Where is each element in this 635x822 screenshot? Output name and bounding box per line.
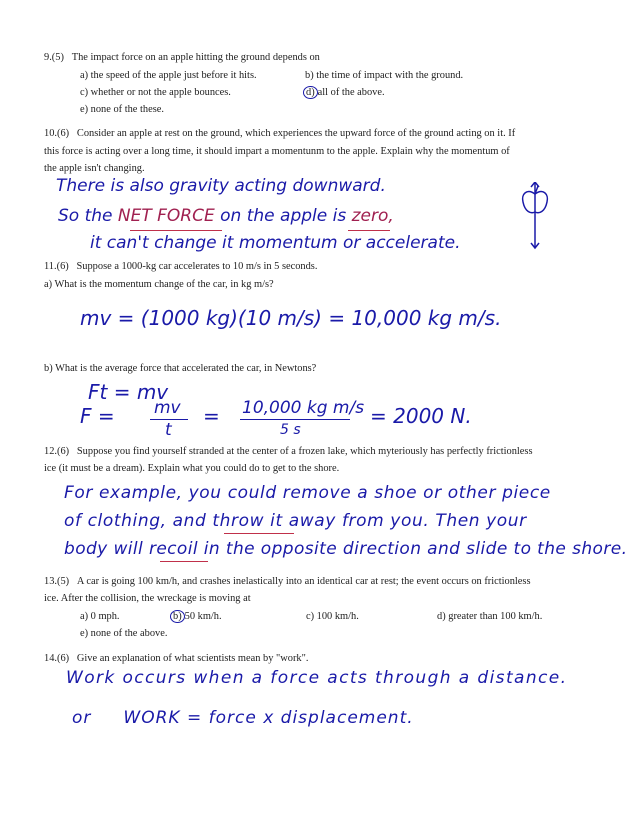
q13-option-a: a) 0 mph. <box>80 611 120 622</box>
q12-answer-line3: body will recoil in the opposite direction and slide to the shore. <box>64 539 628 559</box>
q14-prompt: 14.(6) Give an explanation of what scientists mean by "work". <box>44 653 309 664</box>
q9-selected-circle: d) <box>303 86 318 99</box>
q13-prompt-line1: 13.(5) A car is going 100 km/h, and crashes inelastically into an identical car at rest; the event occurs on frictionless <box>44 576 531 587</box>
q10-prompt-line2: this force is acting over a long time, it should impart a momentunm to the apple. Explain why the momentum of <box>44 146 510 157</box>
q11-answer-b-numerator: mv <box>154 398 181 418</box>
q9-prompt: 9.(5) The impact force on an apple hitting the ground depends on <box>44 52 320 63</box>
net-force-term: NET FORCE <box>117 206 215 226</box>
q14-number: 14.(6) <box>44 653 70 664</box>
q12-prompt-line1: 12.(6) Suppose you find yourself stranded at the center of a frozen lake, which myteriously has perfectly frictionless <box>44 446 533 457</box>
q9-option-a: a) the speed of the apple just before it hits. <box>80 70 257 81</box>
q9-option-b: b) the time of impact with the ground. <box>305 70 464 81</box>
q11-answer-b-result: = 2000 N. <box>370 404 472 428</box>
q11-number: 11.(6) <box>44 261 69 272</box>
q14-answer-line1: Work occurs when a force acts through a distance. <box>66 668 568 688</box>
q11-answer-a: mv = (1000 kg)(10 m/s) = 10,000 kg m/s. <box>80 306 502 330</box>
q11-answer-b-denominator2: 5 s <box>280 422 301 438</box>
recoil-term: recoil <box>148 539 198 559</box>
q11-answer-b-equals: = <box>203 404 220 428</box>
q10-answer-line2: So the NET FORCE on the apple is zero, <box>58 206 394 226</box>
throw-it-term: throw it <box>212 511 283 531</box>
q11-answer-b-lhs: F = <box>80 404 115 428</box>
throw-it-underline <box>224 533 294 534</box>
q10-prompt-line3: the apple isn't changing. <box>44 163 145 174</box>
q9-number: 9.(5) <box>44 52 64 63</box>
q10-prompt-line1: 10.(6) Consider an apple at rest on the ground, which experiences the upward force of the ground acting on it. If <box>44 128 516 139</box>
net-force-underline <box>130 230 222 231</box>
q9-option-c: c) whether or not the apple bounces. <box>80 87 231 98</box>
q11-answer-b-line1: Ft = mv <box>88 380 169 404</box>
apple-force-diagram-icon <box>515 182 555 252</box>
q12-answer-line1: For example, you could remove a shoe or other piece <box>64 483 551 503</box>
q9-option-e: e) none of the these. <box>80 104 164 115</box>
q12-number: 12.(6) <box>44 446 70 457</box>
q11-part-a: a) What is the momentum change of the car, in kg m/s? <box>44 279 274 290</box>
q12-answer-line2: of clothing, and throw it away from you. Then your <box>64 511 527 531</box>
q13-selected-circle: b) <box>170 610 185 623</box>
q13-number: 13.(5) <box>44 576 70 587</box>
q9-option-d: d) all of the above. <box>303 86 385 99</box>
q12-prompt-line2: ice (it must be a dream). Explain what you could do to get to the shore. <box>44 463 340 474</box>
q13-prompt-line2: ice. After the collision, the wreckage is moving at <box>44 593 251 604</box>
q13-option-c: c) 100 km/h. <box>306 611 359 622</box>
fraction-bar-2 <box>240 419 350 420</box>
q10-answer-line3: it can't change it momentum or accelerate. <box>90 233 461 253</box>
q11-prompt: 11.(6) Suppose a 1000-kg car accelerates to 10 m/s in 5 seconds. <box>44 261 318 272</box>
recoil-underline <box>160 561 208 562</box>
q13-option-e: e) none of the above. <box>80 628 168 639</box>
q10-number: 10.(6) <box>44 128 70 139</box>
zero-underline <box>348 230 390 231</box>
q11-part-b: b) What is the average force that accelerated the car, in Newtons? <box>44 363 317 374</box>
q13-option-d: d) greater than 100 km/h. <box>437 611 543 622</box>
q10-answer-line1: There is also gravity acting downward. <box>56 176 386 196</box>
q11-answer-b-numerator2: 10,000 kg m/s <box>242 398 365 418</box>
q14-answer-line2: or WORK = force x displacement. <box>72 708 414 728</box>
zero-term: zero, <box>351 206 394 226</box>
q11-answer-b-denominator: t <box>165 420 172 440</box>
q13-option-b: b) 50 km/h. <box>170 610 222 623</box>
